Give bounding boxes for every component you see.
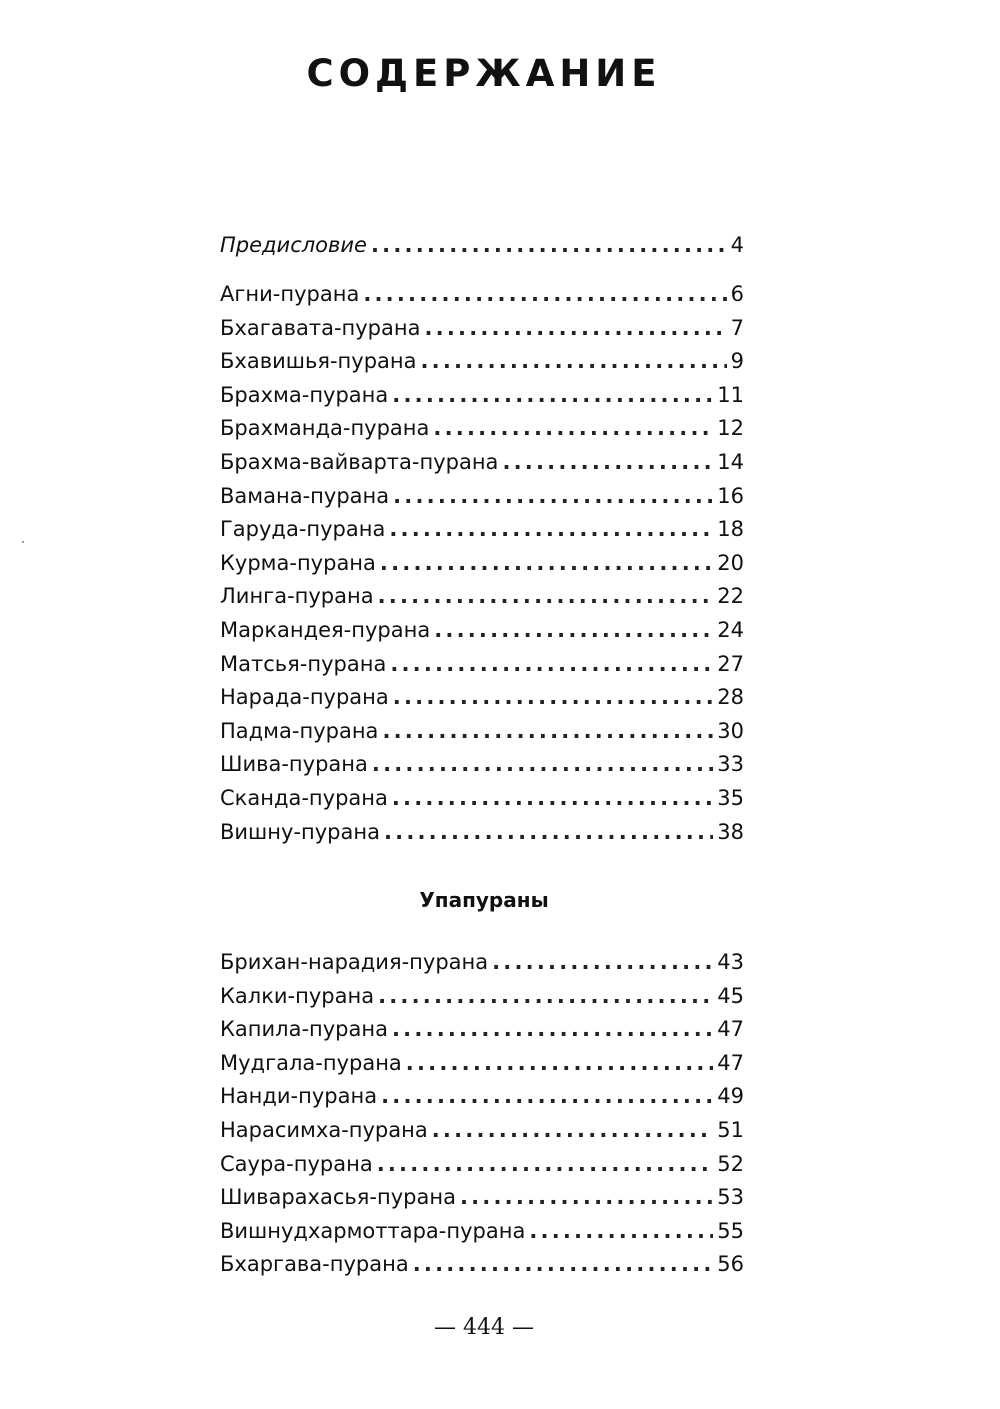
- toc-entry[interactable]: [220, 547, 744, 581]
- toc-entry-page: 6: [730, 282, 744, 306]
- dot-leader: [392, 782, 713, 816]
- toc-entry-label: Предисловие: [220, 233, 367, 257]
- toc-entry-label: Бхаргава-пурана: [220, 1252, 409, 1277]
- toc-entry-label: Нарада-пурана: [220, 685, 389, 710]
- toc-entry-label: Брихан-нарадия-пурана: [220, 950, 489, 974]
- dot-leader: [377, 1148, 714, 1182]
- preface-block: [220, 229, 744, 263]
- toc-entry[interactable]: [220, 480, 744, 514]
- dot-leader: [363, 278, 726, 312]
- toc-entry-page: 47: [717, 1050, 744, 1075]
- dot-leader: [378, 980, 713, 1014]
- toc-entry[interactable]: [220, 379, 744, 413]
- toc-entry[interactable]: [220, 782, 744, 816]
- toc-entry[interactable]: [220, 816, 744, 850]
- toc-entry-label: Мудгала-пурана: [220, 1050, 402, 1075]
- toc-entry-label: Нарасимха-пурана: [220, 1117, 428, 1142]
- toc-entry-page: 52: [717, 1151, 744, 1176]
- scan-speck: [22, 541, 24, 543]
- dot-leader: [406, 1047, 713, 1081]
- dot-leader: [382, 715, 713, 749]
- toc-entry-label: Вишну-пурана: [220, 819, 380, 844]
- toc-entry-label: Шива-пурана: [220, 752, 368, 777]
- toc-entry-label: Вишнудхармоттара-пурана: [220, 1218, 526, 1243]
- toc-entry-page: 12: [717, 416, 744, 441]
- toc-entry-label: Агни-пурана: [220, 282, 360, 306]
- dot-leader: [424, 312, 726, 346]
- toc-main-list: [220, 278, 744, 849]
- toc-entry-page: 28: [717, 685, 744, 710]
- toc-entry-label: Шиварахасья-пурана: [220, 1185, 456, 1210]
- toc-entry[interactable]: [220, 1248, 744, 1282]
- toc-entry-label: Сканда-пурана: [220, 785, 388, 810]
- dot-leader: [392, 1013, 713, 1047]
- toc-entry-preface[interactable]: [220, 229, 744, 263]
- toc-entry-page: 20: [717, 550, 744, 575]
- dot-leader: [371, 229, 727, 263]
- toc-entry[interactable]: [220, 412, 744, 446]
- dot-leader: [502, 446, 713, 480]
- toc-entry[interactable]: [220, 715, 744, 749]
- toc-entry-page: 53: [717, 1185, 744, 1210]
- dot-leader: [432, 1114, 714, 1148]
- toc-entry[interactable]: [220, 1080, 744, 1114]
- dot-leader: [372, 748, 713, 782]
- toc-entry-page: 38: [717, 819, 744, 844]
- toc-entry-label: Гаруда-пурана: [220, 517, 386, 542]
- dot-leader: [390, 648, 713, 682]
- toc-entry-page: 45: [717, 983, 744, 1008]
- dot-leader: [433, 412, 713, 446]
- dot-leader: [413, 1248, 714, 1282]
- toc-entry-page: 16: [717, 483, 744, 508]
- toc-entry-label: Калки-пурана: [220, 983, 375, 1008]
- toc-entry-label: Капила-пурана: [220, 1017, 388, 1042]
- toc-entry[interactable]: [220, 980, 744, 1014]
- toc-entry[interactable]: [220, 1148, 744, 1182]
- toc-entry-page: 9: [730, 349, 744, 374]
- dot-leader: [529, 1215, 713, 1249]
- toc-entry-label: Маркандея-пурана: [220, 617, 431, 642]
- toc-entry-label: Брахманда-пурана: [220, 416, 430, 441]
- toc-entry[interactable]: [220, 345, 744, 379]
- toc-entry-page: 30: [717, 718, 744, 743]
- dot-leader: [421, 345, 727, 379]
- toc-entry[interactable]: [220, 946, 744, 980]
- toc-entry-page: 47: [717, 1017, 744, 1042]
- dot-leader: [378, 580, 714, 614]
- dot-leader: [460, 1181, 713, 1215]
- section-heading-upapuranas: Упапураны: [419, 888, 549, 912]
- toc-entry-page: 11: [717, 382, 744, 407]
- dot-leader: [492, 946, 713, 980]
- toc-entry[interactable]: [220, 1215, 744, 1249]
- toc-entry-label: Матсья-пурана: [220, 651, 387, 676]
- toc-entry-page: 24: [717, 617, 744, 642]
- toc-entry-page: 18: [717, 517, 744, 542]
- dot-leader: [381, 1080, 713, 1114]
- toc-entry[interactable]: [220, 446, 744, 480]
- toc-entry-page: 49: [717, 1084, 744, 1109]
- toc-entry-page: 4: [730, 233, 744, 257]
- toc-entry-page: 22: [717, 584, 744, 609]
- toc-entry[interactable]: [220, 513, 744, 547]
- dot-leader: [393, 681, 713, 715]
- toc-entry-page: 56: [717, 1252, 744, 1277]
- toc-entry-label: Саура-пурана: [220, 1151, 373, 1176]
- toc-entry[interactable]: [220, 1114, 744, 1148]
- toc-entry-page: 27: [717, 651, 744, 676]
- toc-entry-page: 7: [730, 315, 744, 340]
- toc-entry-label: Вамана-пурана: [220, 483, 390, 508]
- toc-entry[interactable]: [220, 1181, 744, 1215]
- toc-entry[interactable]: [220, 278, 744, 312]
- page-number: — 444 —: [434, 1315, 534, 1340]
- toc-entry-label: Курма-пурана: [220, 550, 376, 575]
- dot-leader: [389, 513, 713, 547]
- toc-entry[interactable]: [220, 1013, 744, 1047]
- toc-entry[interactable]: [220, 748, 744, 782]
- toc-upapurana-list: [220, 946, 744, 1282]
- toc-entry-label: Падма-пурана: [220, 718, 379, 743]
- dot-leader: [380, 547, 713, 581]
- dot-leader: [384, 816, 713, 850]
- dot-leader: [393, 480, 713, 514]
- toc-entry-label: Брахма-вайварта-пурана: [220, 449, 499, 474]
- toc-entry[interactable]: [220, 580, 744, 614]
- toc-entry-label: Бхагавата-пурана: [220, 315, 421, 340]
- toc-entry[interactable]: [220, 1047, 744, 1081]
- toc-entry-page: 51: [717, 1117, 744, 1142]
- toc-entry[interactable]: [220, 648, 744, 682]
- toc-entry-label: Бхавишья-пурана: [220, 349, 417, 374]
- toc-entry-label: Нанди-пурана: [220, 1084, 378, 1109]
- toc-entry[interactable]: [220, 312, 744, 346]
- dot-leader: [434, 614, 713, 648]
- toc-entry[interactable]: [220, 614, 744, 648]
- toc-entry-label: Линга-пурана: [220, 584, 374, 609]
- toc-entry-page: 55: [717, 1218, 744, 1243]
- toc-entry-page: 33: [717, 752, 744, 777]
- toc-entry-page: 43: [717, 950, 744, 974]
- dot-leader: [392, 379, 713, 413]
- page-title: СОДЕРЖАНИЕ: [306, 52, 662, 95]
- toc-entry-page: 14: [717, 449, 744, 474]
- toc-entry[interactable]: [220, 681, 744, 715]
- toc-entry-label: Брахма-пурана: [220, 382, 389, 407]
- toc-entry-page: 35: [717, 785, 744, 810]
